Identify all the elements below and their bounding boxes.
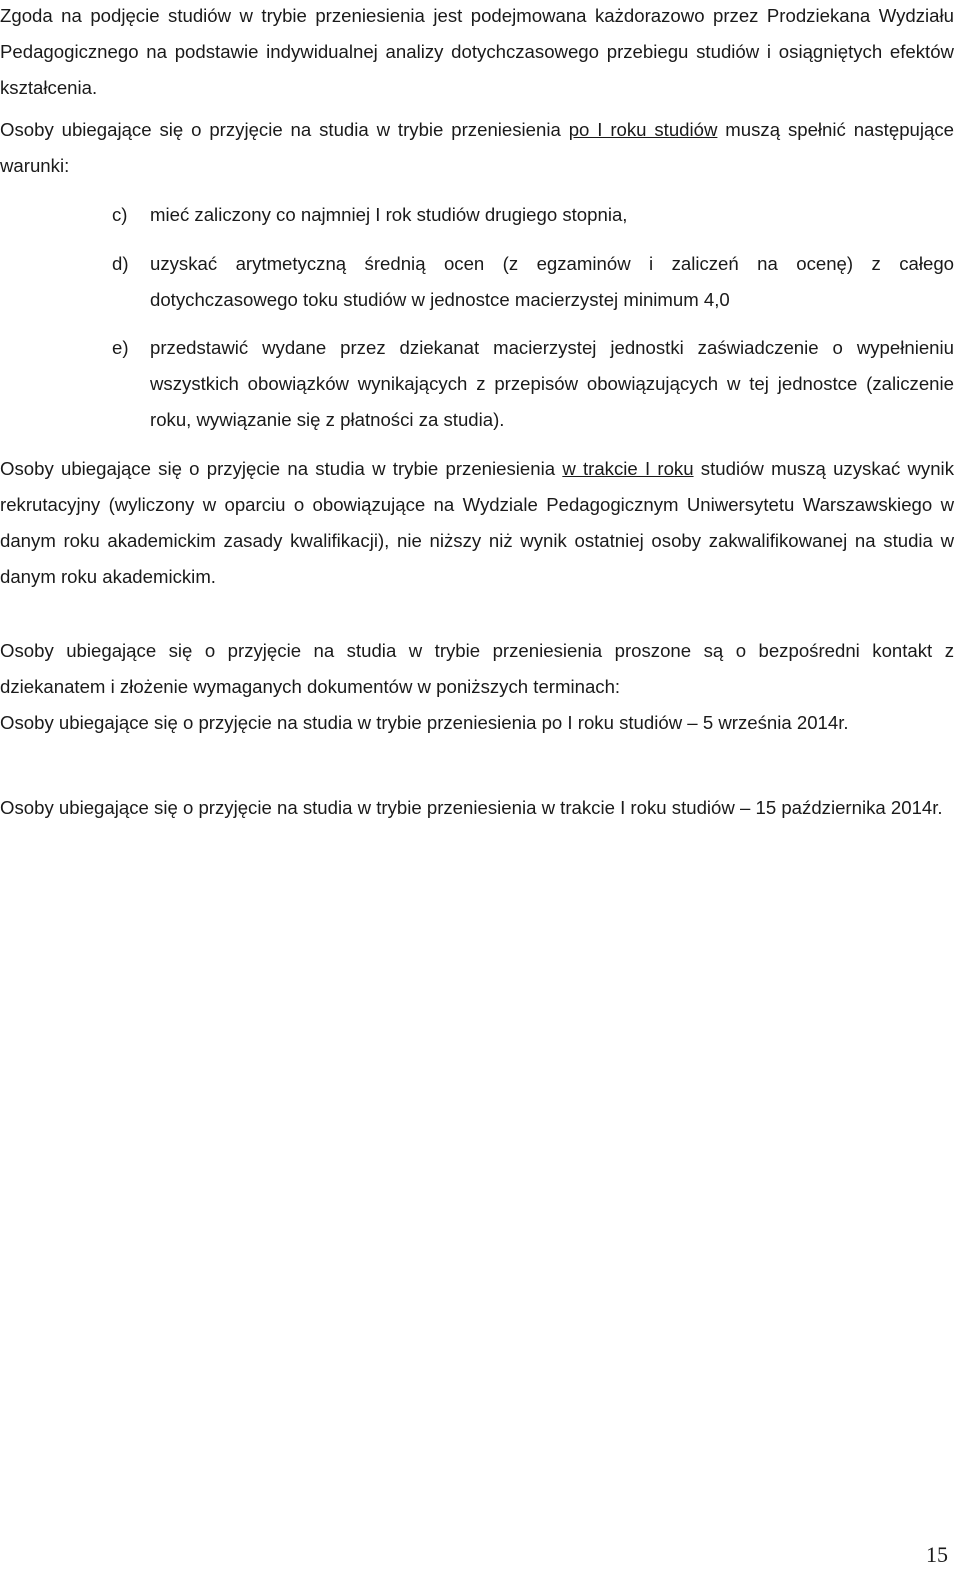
paragraph-contact-deadlines: Osoby ubiegające się o przyjęcie na studia w trybie przeniesienia proszone są o bezpośredni kontakt z dziekanatem i złożenie wymaganych dokumentów w poniższych terminach: <box>0 640 954 697</box>
underlined-phrase: po I roku studiów <box>568 119 718 140</box>
paragraph-transfer-consent: Zgoda na podjęcie studiów w trybie przeniesienia jest podejmowana każdorazowo przez Prodziekana Wydziału Pedagogicznego na podstawie indywidualnej analizy dotychczasowego przebiegu studiów i osiągniętych efektów kształcenia. <box>0 5 954 98</box>
paragraph-during-first-year <box>0 451 954 595</box>
list-marker: e) <box>112 337 129 358</box>
paragraph-after-first-year <box>0 112 954 184</box>
list-item-text: mieć zaliczony co najmniej I rok studiów drugiego stopnia, <box>150 204 628 225</box>
page-number: 15 <box>926 1542 948 1567</box>
paragraph-text: muszą spełnić następujące warunki: <box>0 119 954 176</box>
list-item <box>0 246 954 318</box>
paragraph-deadline-after-first-year: Osoby ubiegające się o przyjęcie na studia w trybie przeniesienia po I roku studiów – 5 września 2014r. <box>0 712 849 733</box>
underlined-phrase: w trakcie I roku <box>562 458 694 479</box>
list-item-text: przedstawić wydane przez dziekanat macierzystej jednostki zaświadczenie o wypełnieniu wszystkich obowiązków wynikających z przepisów obowiązujących w tej jednostce (zaliczenie roku, wywiązanie się z płatności za studia). <box>150 337 954 430</box>
paragraph-text: Osoby ubiegające się o przyjęcie na studia w trybie przeniesienia <box>0 458 563 479</box>
list-marker: c) <box>112 204 128 225</box>
list-marker: d) <box>112 253 129 274</box>
paragraph-text: Osoby ubiegające się o przyjęcie na studia w trybie przeniesienia <box>0 119 569 140</box>
paragraph-deadline-during-first-year: Osoby ubiegające się o przyjęcie na studia w trybie przeniesienia w trakcie I roku studiów – 15 października 2014r. <box>0 797 943 818</box>
paragraph-text: studiów muszą uzyskać wynik rekrutacyjny (wyliczony w oparciu o obowiązujące na Wydziale Pedagogicznym Uniwersytetu Warszawskiego w danym roku akademickim zasady kwalifikacji), nie niższy niż wynik ostatniej osoby zakwalifikowanej na studia w danym roku akademickim. <box>0 458 954 587</box>
list-item <box>0 197 954 233</box>
list-item <box>0 330 954 438</box>
list-item-text: uzyskać arytmetyczną średnią ocen (z egzaminów i zaliczeń na ocenę) z całego dotychczasowego toku studiów w jednostce macierzystej minimum 4,0 <box>150 253 954 310</box>
